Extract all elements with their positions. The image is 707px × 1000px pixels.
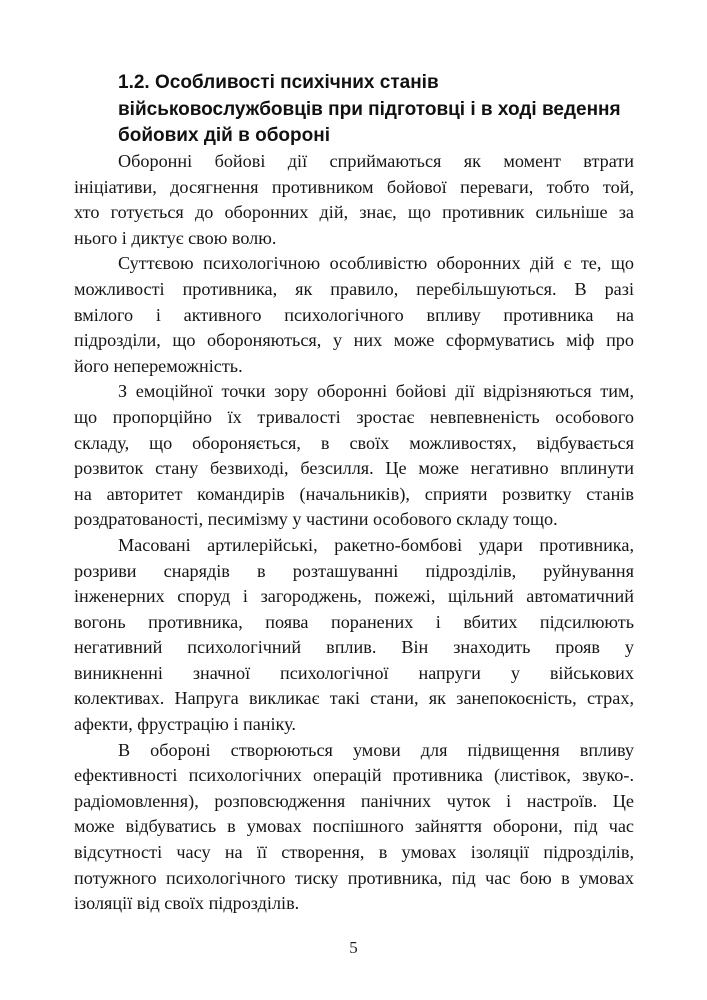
text-line: його непереможність.: [74, 355, 243, 376]
paragraph: [74, 149, 634, 251]
text-line: В обороні створюються умови для підвищення впливу: [118, 739, 634, 760]
text-line: ефективності психологічних операцій противника (листівок, звуко-.: [74, 765, 634, 786]
text-line: Оборонні бойові дії сприймаються як момент втрати: [118, 151, 634, 171]
text-line: хто готується до оборонних дій, знає, що противник сильніше за: [74, 202, 634, 223]
text-line: складу, що обороняється, в своїх можливостях, відбувається: [74, 432, 634, 453]
text-line: ізоляції від своїх підрозділів.: [74, 893, 300, 914]
paragraph: [74, 533, 634, 738]
body-text: [74, 149, 634, 917]
text-line: роздратованості, песимізму у частини особового складу тощо.: [74, 509, 558, 530]
text-line: підрозділи, що обороняються, у них може сформуватись міф про: [74, 330, 634, 351]
page-number: 5: [349, 938, 358, 957]
text-line: афекти, фрустрацію і паніку.: [74, 714, 296, 735]
text-line: потужного психологічного тиску противника, під час бою в умовах: [74, 867, 634, 888]
text-line: нього і диктує свою волю.: [74, 227, 277, 248]
text-line: ініціативи, досягнення противником бойової переваги, тобто той,: [74, 176, 634, 197]
paragraph: [74, 738, 634, 917]
paragraph: [74, 251, 634, 379]
text-line: що пропорційно їх тривалості зростає невпевненість особового: [74, 406, 634, 427]
section-heading: [118, 70, 638, 150]
text-line: можливості противника, як правило, перебільшуються. В разі: [74, 278, 634, 299]
paragraph: [74, 379, 634, 533]
heading-line: 1.2. Особливості психічних станів: [118, 72, 439, 93]
text-line: Масовані артилерійські, ракетно-бомбові удари противника,: [118, 534, 634, 555]
text-line: негативний психологічний вплив. Він знаходить прояв у: [74, 637, 634, 658]
heading-line: військовослужбовців при підготовці і в ході ведення: [118, 98, 621, 120]
text-line: розвиток стану безвиході, безсилля. Це може негативно вплинути: [74, 458, 634, 479]
text-line: розриви снарядів в розташуванні підрозділів, руйнування: [74, 560, 634, 581]
text-line: може відбуватись в умовах поспішного зайняття оборони, під час: [74, 816, 634, 837]
text-line: радіомовлення), розповсюдження панічних чуток і настроїв. Це: [74, 790, 634, 811]
text-line: вмілого і активного психологічного впливу противника на: [74, 304, 634, 325]
text-line: З емоційної точки зору оборонні бойові дії відрізняються тим,: [118, 381, 634, 402]
text-line: на авторитет командирів (начальників), сприяти розвитку станів: [74, 483, 634, 504]
text-line: інженерних споруд і загороджень, пожежі, щільний автоматичний: [74, 586, 634, 607]
text-line: відсутності часу на її створення, в умовах ізоляції підрозділів,: [74, 842, 634, 863]
heading-line: бойових дій в обороні: [118, 125, 331, 146]
text-line: вогонь противника, поява поранених і вбитих підсилюють: [74, 611, 634, 632]
text-line: виникненні значної психологічної напруги у військових: [74, 662, 634, 683]
text-line: колективах. Напруга викликає такі стани, як занепокоєність, страх,: [74, 688, 634, 709]
text-line: Суттєвою психологічною особливістю оборонних дій є те, що: [118, 253, 634, 274]
